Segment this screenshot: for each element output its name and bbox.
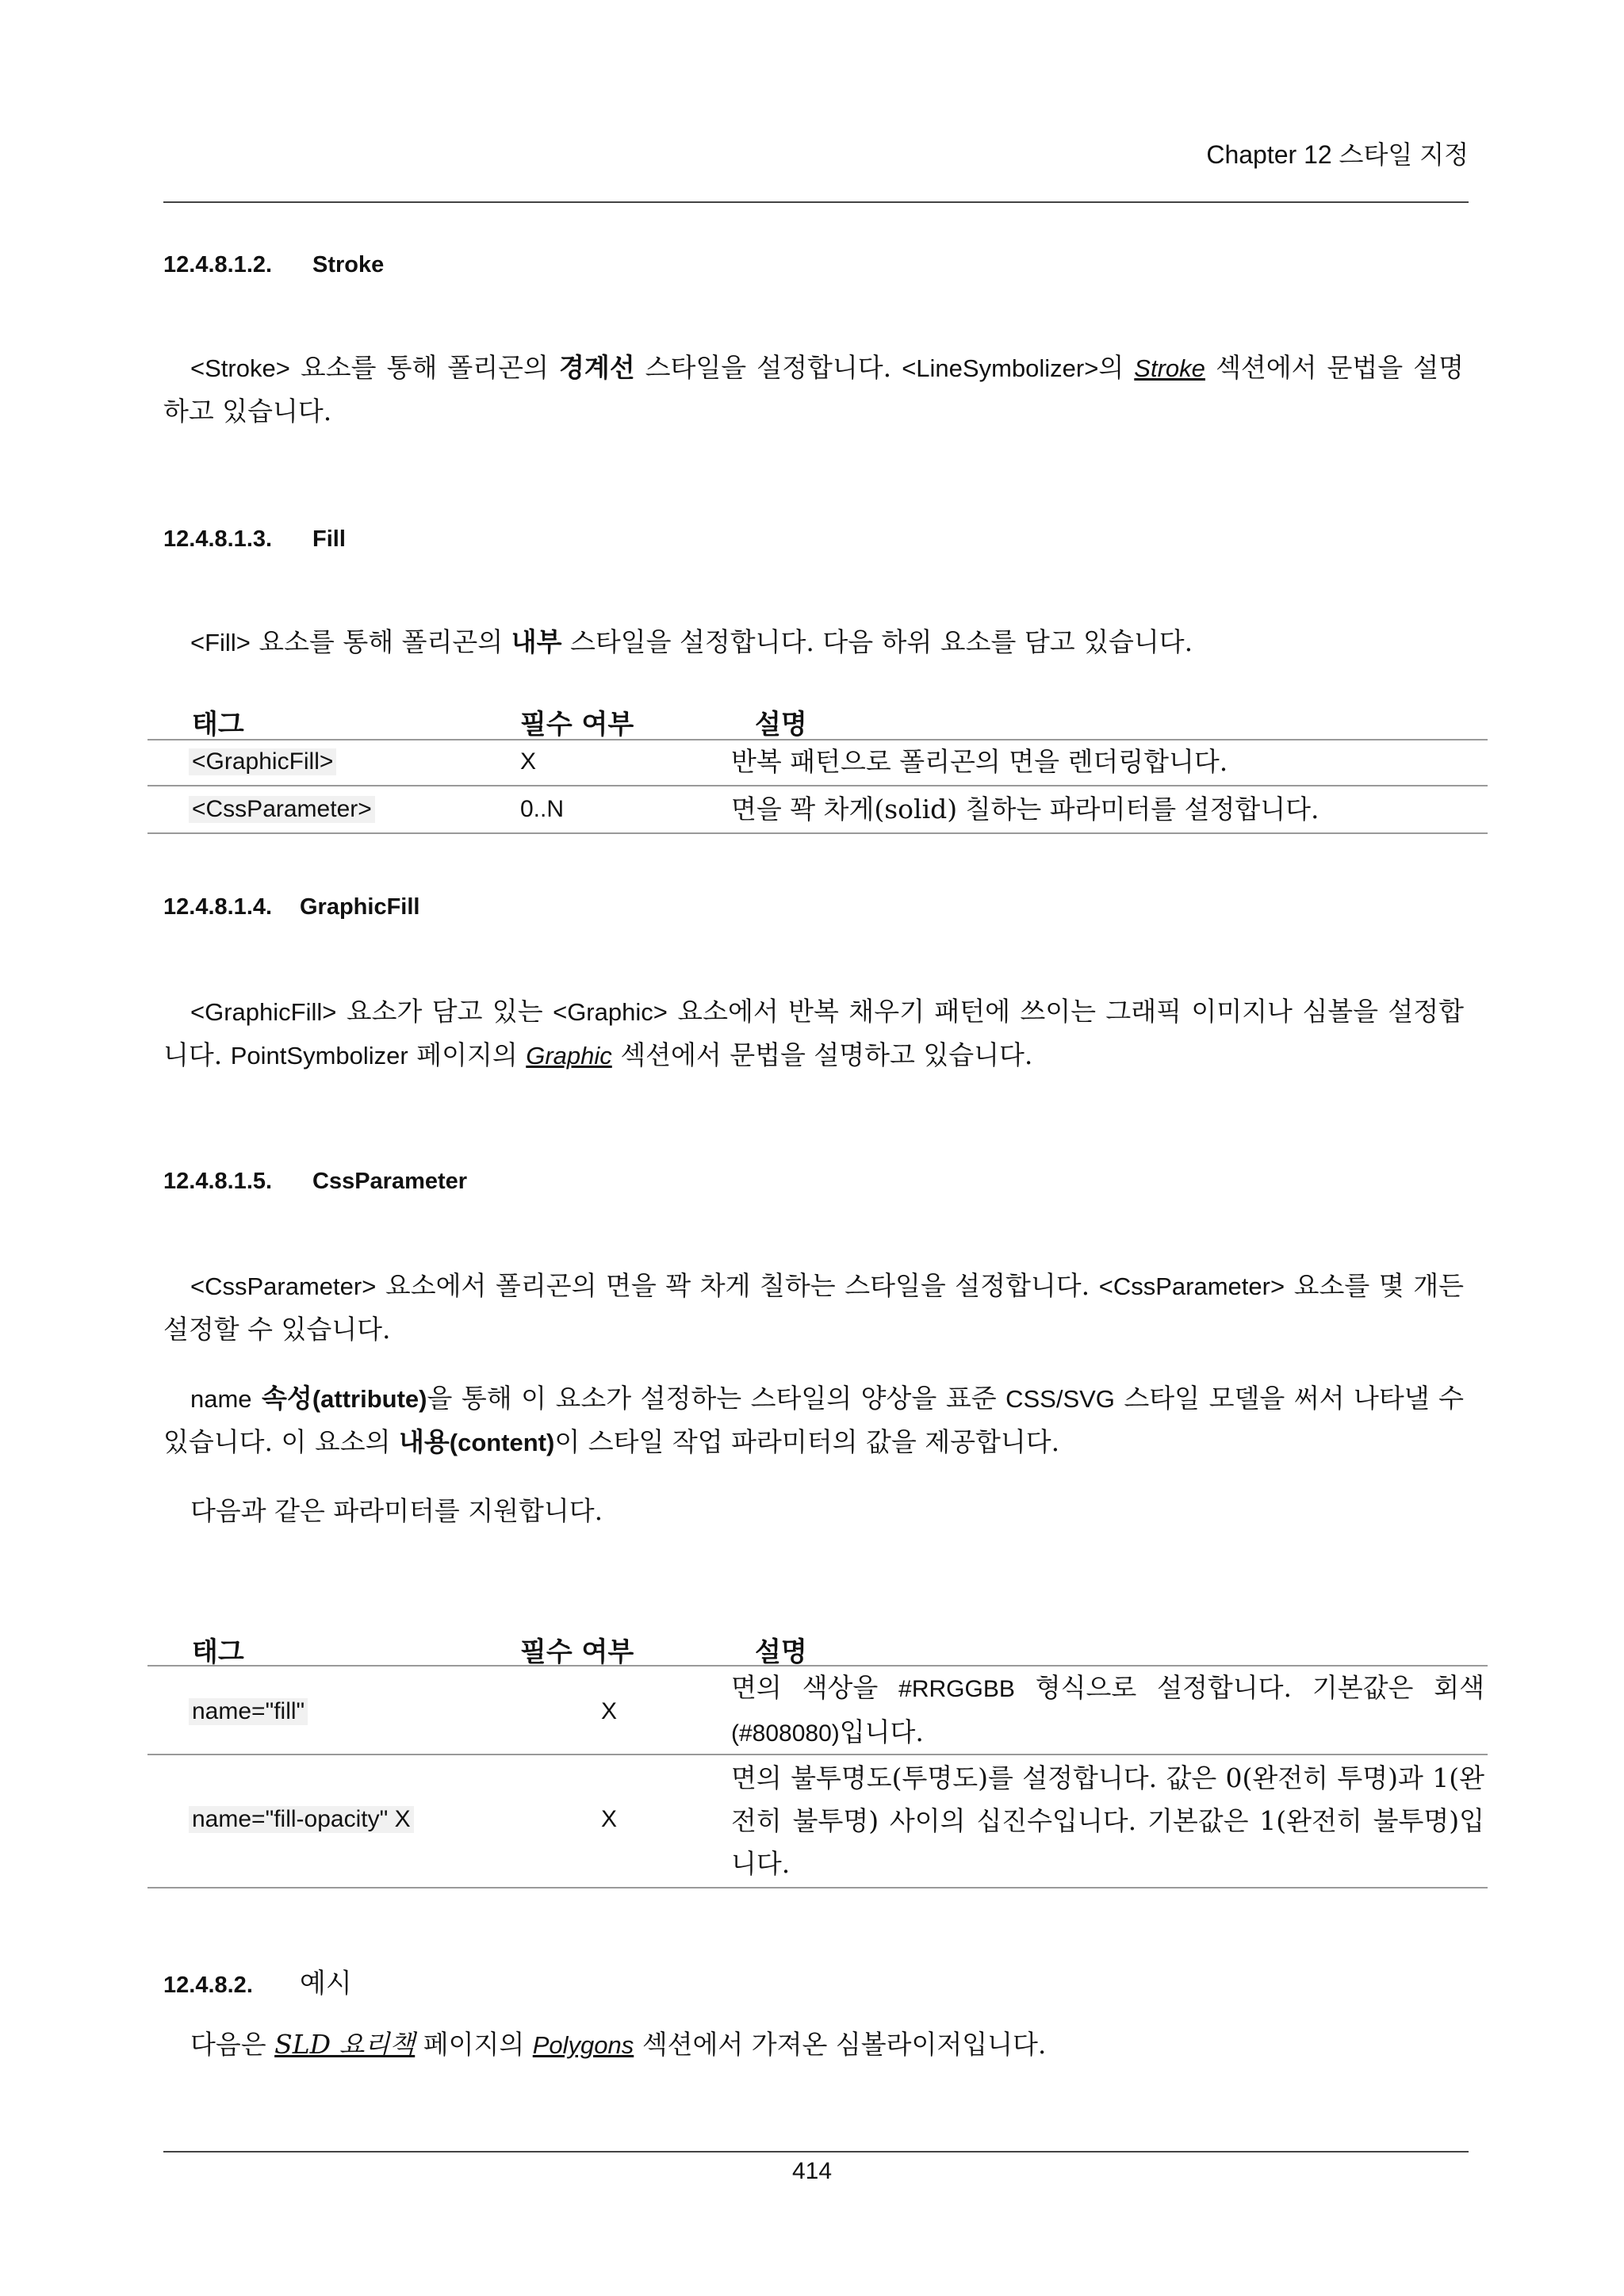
inline-code: <LineSymbolizer> bbox=[902, 354, 1099, 382]
table-row bbox=[147, 1667, 1488, 1755]
cell-tag: <GraphicFill> bbox=[189, 748, 336, 775]
text-run: 요소를 통해 폴리곤의 bbox=[250, 626, 511, 657]
header-description: 설명 bbox=[755, 709, 807, 740]
section-heading-example bbox=[163, 1961, 352, 2000]
graphic-link[interactable]: Graphic bbox=[526, 1042, 612, 1070]
section-number: 12.4.8.1.2. bbox=[163, 252, 273, 277]
section-number: 12.4.8.1.4. bbox=[163, 894, 273, 920]
text-run: 이 스타일 작업 파라미터의 값을 제공합니다. bbox=[554, 1426, 1060, 1457]
inline-code: #RRGGBB bbox=[898, 1676, 1015, 1702]
table-row bbox=[147, 786, 1488, 834]
text-run: 페이지의 bbox=[408, 1039, 527, 1070]
cell-description bbox=[731, 1667, 1484, 1755]
inline-code: <GraphicFill> bbox=[190, 998, 337, 1026]
text-run: 스타일 모델을 써서 나타낼 수 있습니다. 이 요소의 bbox=[163, 1383, 1464, 1457]
section-heading-stroke bbox=[163, 252, 384, 278]
inline-code: <Graphic> bbox=[553, 998, 668, 1026]
section-title: Fill bbox=[312, 526, 346, 552]
text-run: 다음과 같은 파라미터를 지원합니다. bbox=[190, 1495, 603, 1526]
inline-code: <CssParameter> bbox=[190, 1272, 377, 1300]
section-title: CssParameter bbox=[312, 1169, 468, 1194]
text-run: 스타일을 설정합니다. 다음 하위 요소를 담고 있습니다. bbox=[561, 626, 1193, 657]
text-run: 섹션에서 가져온 심볼라이저입니다. bbox=[634, 2029, 1047, 2060]
cell-description: 반복 패턴으로 폴리곤의 면을 렌더링합니다. bbox=[731, 746, 1228, 777]
header-description: 설명 bbox=[755, 1636, 807, 1668]
inline-code: <CssParameter> bbox=[1098, 1272, 1285, 1300]
polygons-link[interactable]: Polygons bbox=[532, 2031, 634, 2059]
cell-required: 0..N bbox=[520, 796, 565, 822]
text-run: 페이지의 bbox=[415, 2029, 533, 2060]
fill-subelement-table bbox=[147, 699, 1488, 834]
stroke-link[interactable]: Stroke bbox=[1134, 354, 1205, 382]
header-tag: 태그 bbox=[192, 1636, 244, 1668]
text-run: 면의 색상을 bbox=[731, 1672, 899, 1703]
text-run: 입니다. bbox=[839, 1716, 924, 1747]
text-run: 요소를 통해 폴리곤의 bbox=[289, 352, 559, 383]
example-paragraph bbox=[163, 2023, 1464, 2067]
text-run: 섹션에서 문법을 설명하고 있습니다. bbox=[611, 1039, 1033, 1070]
bold-term: (content) bbox=[449, 1429, 555, 1456]
section-heading-fill bbox=[163, 526, 346, 553]
section-title: Stroke bbox=[312, 252, 385, 277]
bold-term: 내부 bbox=[511, 626, 562, 657]
bold-term: (attribute) bbox=[312, 1385, 427, 1413]
inline-code: (#808080) bbox=[731, 1720, 840, 1747]
cell-required: X bbox=[520, 748, 537, 775]
cell-tag: name="fill-opacity" X bbox=[189, 1806, 414, 1833]
text-run: 다음은 bbox=[190, 2029, 275, 2060]
table-header bbox=[147, 1627, 1488, 1667]
table-header bbox=[147, 699, 1488, 740]
sld-cookbook-link[interactable]: SLD 요리책 bbox=[274, 2029, 416, 2060]
inline-code: <Fill> bbox=[190, 629, 251, 656]
running-header: Chapter 12 스타일 지정 bbox=[1206, 140, 1469, 169]
text-run: 요소를 몇 개든 설정할 수 있습니다. bbox=[163, 1270, 1464, 1345]
section-heading-graphicfill bbox=[163, 894, 419, 920]
text-run: 을 통해 이 요소가 설정하는 스타일의 양상을 표준 bbox=[427, 1383, 1006, 1414]
section-number: 12.4.8.1.3. bbox=[163, 526, 273, 552]
text-run: 섹션에서 문법을 설명하고 있습니다. bbox=[163, 352, 1464, 427]
header-required: 필수 여부 bbox=[520, 1636, 634, 1668]
bold-term: 속성 bbox=[251, 1383, 312, 1414]
table-row bbox=[147, 1755, 1488, 1888]
graphicfill-paragraph bbox=[163, 990, 1464, 1077]
footer-divider bbox=[163, 2151, 1469, 2152]
page-number: 414 bbox=[791, 2158, 833, 2184]
cssparameter-paragraph-3 bbox=[163, 1490, 1464, 1533]
cell-required: X bbox=[601, 1806, 618, 1832]
cell-tag: <CssParameter> bbox=[189, 796, 375, 823]
inline-code: PointSymbolizer bbox=[230, 1042, 408, 1070]
inline-code: name bbox=[190, 1385, 252, 1413]
inline-code: <Stroke> bbox=[190, 354, 290, 382]
bold-term: 경계선 bbox=[558, 352, 635, 383]
header-divider bbox=[163, 201, 1469, 203]
text-run: 면의 불투명도(투명도)를 설정합니다. 값은 0(완전히 투명)과 1(완전히 불투명) 사이의 십진수입니다. 기본값은 1(완전히 불투명)입니다. bbox=[731, 1762, 1484, 1879]
fill-paragraph bbox=[163, 621, 1464, 664]
cell-description: 면을 꽉 차게(solid) 칠하는 파라미터를 설정합니다. bbox=[731, 794, 1320, 825]
cell-tag: name="fill" bbox=[189, 1698, 308, 1725]
table-row bbox=[147, 740, 1488, 786]
text-run: 요소에서 폴리곤의 면을 꽉 차게 칠하는 스타일을 설정합니다. bbox=[376, 1270, 1099, 1301]
css-parameter-table bbox=[147, 1627, 1488, 1888]
stroke-paragraph bbox=[163, 346, 1464, 433]
cssparameter-paragraph-1 bbox=[163, 1265, 1464, 1351]
section-title: GraphicFill bbox=[300, 894, 420, 920]
text-run: 형식으로 설정합니다. 기본값은 회색 bbox=[1014, 1672, 1484, 1703]
text-run: 의 bbox=[1098, 352, 1135, 383]
section-title: 예시 bbox=[300, 1968, 352, 1999]
header-tag: 태그 bbox=[192, 709, 244, 740]
inline-code: CSS/SVG bbox=[1005, 1385, 1115, 1413]
cell-required: X bbox=[601, 1698, 618, 1724]
text-run: 요소가 담고 있는 bbox=[336, 996, 553, 1027]
text-run: 스타일을 설정합니다. bbox=[634, 352, 902, 383]
section-heading-cssparameter bbox=[163, 1169, 467, 1195]
cssparameter-paragraph-2 bbox=[163, 1377, 1464, 1464]
text-run: 요소에서 반복 채우기 패턴에 쓰이는 그래픽 이미지나 심볼을 설정합니다. bbox=[163, 996, 1464, 1070]
section-number: 12.4.8.1.5. bbox=[163, 1169, 273, 1194]
section-number: 12.4.8.2. bbox=[163, 1973, 253, 1998]
header-required: 필수 여부 bbox=[520, 709, 634, 740]
bold-term: 내용 bbox=[398, 1426, 450, 1457]
cell-description bbox=[731, 1757, 1484, 1885]
